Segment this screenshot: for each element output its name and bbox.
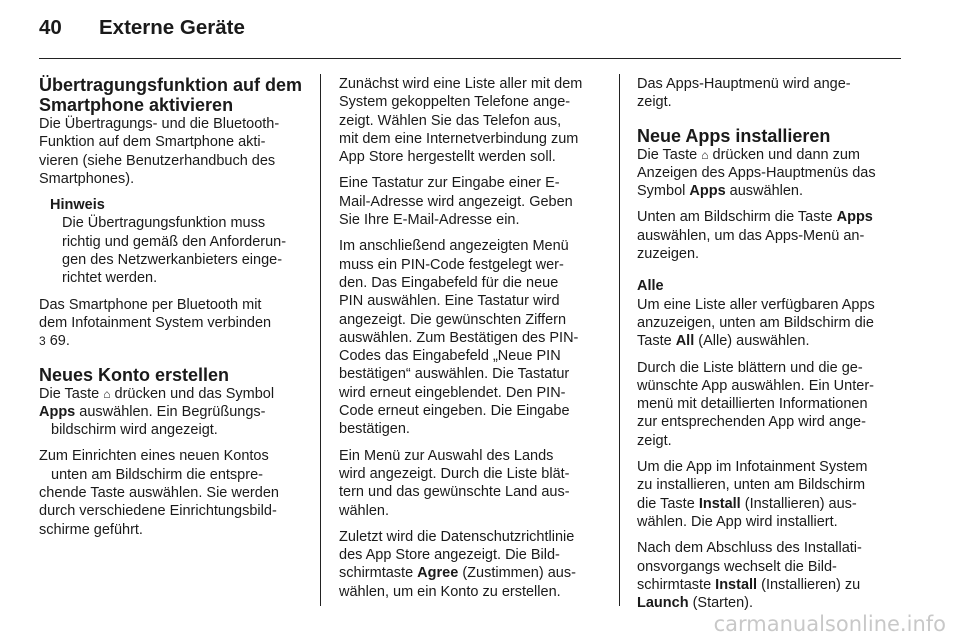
paragraph-email: Eine Tastatur zur Eingabe einer E- Mail-Adresse wird angezeigt. Geben Sie Ihre E-Mail-Adresse ein. xyxy=(339,175,573,229)
paragraph-phones: Zunächst wird eine Liste aller mit dem System gekoppelten Telefone ange- zeigt. Wählen Sie das Telefon aus, mit dem eine Internetverbindung zum App Store hergestellt werden soll. xyxy=(339,76,583,166)
section-heading-account: Neues Konto erstellen xyxy=(39,364,230,385)
page-header xyxy=(39,16,245,40)
home-icon: ⌂ xyxy=(103,386,111,401)
paragraph-bluetooth: Das Smartphone per Bluetooth mit dem Infotainment System verbinden 3 69. xyxy=(39,296,272,350)
column-2 xyxy=(339,75,607,601)
paragraph-install: Um die App im Infotainment System zu installieren, unten am Bildschirm die Taste Install (Installieren) aus- wählen. Die App wird installiert. xyxy=(637,459,868,530)
page-reference-icon: 3 xyxy=(39,334,46,349)
paragraph-launch: Nach dem Abschluss des Installati- onsvorgangs wechselt die Bild- schirmtaste Install (Installieren) zu Launch (Starten). xyxy=(637,540,862,612)
paragraph-privacy: Zuletzt wird die Datenschutzrichtlinie des App Store angezeigt. Die Bild- schirmtaste Agree (Zustimmen) aus- wählen, um ein Konto zu erstellen. xyxy=(339,528,576,600)
paragraph-transfer: Die Übertragungs- und die Bluetooth- Funktion auf dem Smartphone akti- vieren (siehe Benutzerhandbuch des Smartphones). xyxy=(39,116,280,187)
page-reference-link[interactable]: 69. xyxy=(49,333,70,350)
column-3 xyxy=(637,75,905,612)
section-heading-install: Neue Apps installieren xyxy=(637,125,831,146)
paragraph-pin: Im anschließend angezeigten Menü muss ein PIN-Code festgelegt wer- den. Das Eingabefeld für die neue PIN auswählen. Eine Tastatur wird angezeigt. Die gewünschten Ziffern auswählen. Zum Bestätigen des PIN- Codes das Eingabefeld „Neue PIN bestätigen“ auswählen. Die Tastatur wird erneut eingeblendet. Den PIN- Code erneut eingeben. Die Eingabe bestätigen. xyxy=(339,238,579,438)
section-heading-transfer: Übertragungsfunktion auf dem Smartphone aktivieren xyxy=(39,75,303,115)
note-title: Hinweis xyxy=(50,197,105,214)
watermark: carmanualsonline.info xyxy=(713,612,946,636)
paragraph-country: Ein Menü zur Auswahl des Lands wird angezeigt. Durch die Liste blät- tern und das gewünschte Land aus- wählen. xyxy=(339,447,570,519)
column-1 xyxy=(39,75,309,539)
paragraph-setup: Zum Einrichten eines neuen Kontos unten am Bildschirm die entspre- chende Taste auswählen. Sie werden durch verschiedene Einrichtungsbild- schirme geführt. xyxy=(39,448,279,538)
page-number: 40 xyxy=(39,16,62,39)
column-divider-1 xyxy=(320,74,321,606)
home-icon: ⌂ xyxy=(701,147,709,162)
note-box: Hinweis Die Übertragungsfunktion muss richtig und gemäß den Anforderun- gen des Netzwerkanbieters einge- richtet werden. xyxy=(39,196,309,287)
paragraph-apps-button: Unten am Bildschirm die Taste Apps auswählen, um das Apps-Menü an- zuzeigen. xyxy=(637,209,873,263)
paragraph-open-apps: Die Taste ⌂ drücken und dann zum Anzeigen des Apps-Hauptmenüs das Symbol Apps auswählen. xyxy=(637,146,876,200)
column-divider-2 xyxy=(619,74,620,606)
subheading-all: Alle xyxy=(637,278,664,295)
paragraph-account: Die Taste ⌂ drücken und das Symbol Apps auswählen. Ein Begrüßungs- bildschirm wird angezeigt. xyxy=(39,385,275,439)
paragraph-apps-menu: Das Apps-Hauptmenü wird ange- zeigt. xyxy=(637,76,851,111)
paragraph-details: Durch die Liste blättern und die ge- wünschte App auswählen. Ein Unter- menü mit detaillierten Informationen zur entsprechenden App wird ange- zeigt. xyxy=(637,359,874,449)
header-rule xyxy=(39,58,901,59)
paragraph-all: Um eine Liste aller verfügbaren Apps anzuzeigen, unten am Bildschirm die Taste All (Alle) auswählen. xyxy=(637,296,875,350)
page-title: Externe Geräte xyxy=(99,16,245,39)
